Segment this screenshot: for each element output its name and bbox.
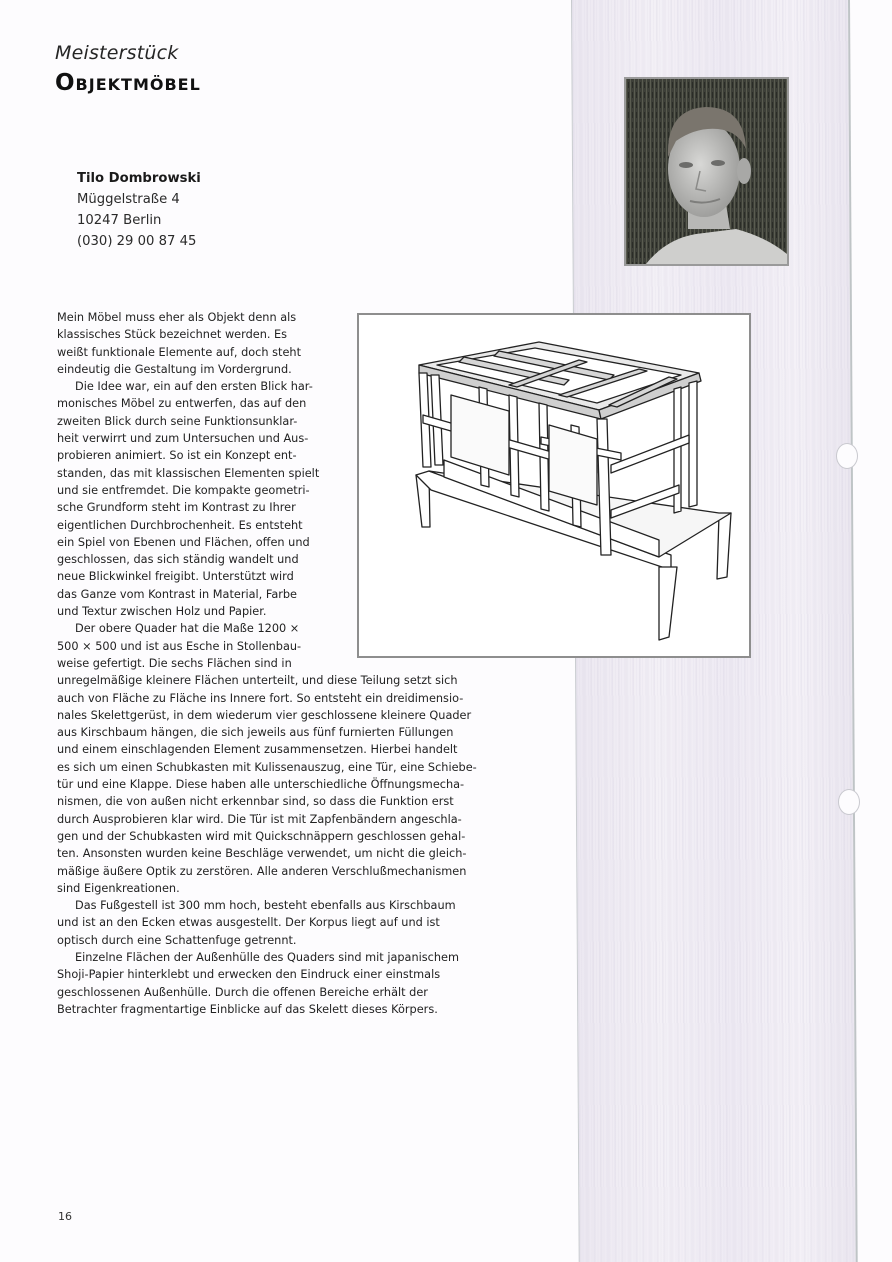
body-line: sind Eigenkreationen.: [57, 881, 180, 895]
body-line: eindeutig die Gestaltung im Vordergrund.: [57, 362, 292, 376]
body-line: 500 × 500 und ist aus Esche in Stollenbau-: [57, 639, 302, 653]
page-title: Objektmöbel: [55, 70, 201, 96]
body-line: ein Spiel von Ebenen und Flächen, offen und: [57, 535, 310, 549]
body-line: mäßige äußere Optik zu zerstören. Alle anderen Verschlußmechanismen: [57, 864, 467, 878]
body-line: weise gefertigt. Die sechs Flächen sind in: [57, 656, 292, 670]
contact-name: Tilo Dombrowski: [77, 171, 201, 186]
portrait-icon: [626, 79, 787, 264]
body-line: gen und der Schubkasten wird mit Quickschnäppern geschlossen gehal-: [57, 829, 466, 843]
punch-hole-top: [836, 443, 858, 469]
body-line: Shoji-Papier hinterklebt und erwecken den Eindruck einer einstmals: [57, 968, 441, 982]
body-line: Einzelne Flächen der Außenhülle des Quaders sind mit japanischem: [75, 950, 459, 964]
body-line: heit verwirrt und zum Untersuchen und Aus-: [57, 432, 309, 446]
body-line: ten. Ansonsten wurden keine Beschläge verwendet, um nicht die gleich-: [57, 847, 467, 861]
body-line: Betrachter fragmentartige Einblicke auf das Skelett dieses Körpers.: [57, 1002, 438, 1016]
body-line: Der obere Quader hat die Maße 1200 ×: [75, 622, 300, 636]
body-line: nismen, die von außen nicht erkennbar sind, so dass die Funktion erst: [57, 795, 454, 809]
body-line: standen, das mit klassischen Elementen spielt: [57, 466, 320, 480]
body-line: auch von Fläche zu Fläche ins Innere fort. So entsteht ein dreidimensio-: [57, 691, 464, 705]
body-line: eigentlichen Durchbrochenheit. Es entsteht: [57, 518, 303, 532]
body-line: neue Blickwinkel freigibt. Unterstützt wird: [57, 570, 294, 584]
body-line: aus Kirschbaum hängen, die sich jeweils aus fünf furnierten Füllungen: [57, 726, 454, 740]
body-line: Das Fußgestell ist 300 mm hoch, besteht ebenfalls aus Kirschbaum: [75, 899, 456, 913]
body-line: und sie entfremdet. Die kompakte geometri-: [57, 483, 310, 497]
body-line: durch Ausprobieren klar wird. Die Tür ist mit Zapfenbändern angeschla-: [57, 812, 462, 826]
body-line: nales Skelettgerüst, in dem wiederum vier geschlossene kleinere Quader: [57, 708, 472, 722]
body-line: geschlossen, das sich ständig wandelt und: [57, 553, 299, 567]
article-body: [57, 309, 477, 1018]
contact-street: Müggelstraße 4: [77, 192, 180, 207]
punch-hole-bottom: [838, 789, 860, 815]
page-subtitle: Meisterstück: [55, 42, 179, 64]
body-line: Die Idee war, ein auf den ersten Blick har-: [75, 380, 313, 394]
contact-city: 10247 Berlin: [77, 213, 162, 228]
contact-block: [77, 168, 201, 252]
body-line: das Ganze vom Kontrast in Material, Farbe: [57, 587, 298, 601]
body-line: weißt funktionale Elemente auf, doch steht: [57, 345, 301, 359]
contact-phone: (030) 29 00 87 45: [77, 234, 197, 249]
body-line: geschlossenen Außenhülle. Durch die offenen Bereiche erhält der: [57, 985, 428, 999]
body-line: und einem einschlagenden Element zusammensetzen. Hierbei handelt: [57, 743, 458, 757]
portrait-photo: [624, 77, 789, 266]
body-line: monisches Möbel zu entwerfen, das auf den: [57, 397, 307, 411]
body-line: Mein Möbel muss eher als Objekt denn als: [57, 311, 297, 324]
body-line: unregelmäßige kleinere Flächen unterteilt, und diese Teilung setzt sich: [57, 674, 458, 688]
body-line: tür und eine Klappe. Diese haben alle unterschiedliche Öffnungsmecha-: [57, 778, 465, 792]
body-line: es sich um einen Schubkasten mit Kulissenauszug, eine Tür, eine Schiebe-: [57, 760, 477, 774]
body-line: und Textur zwischen Holz und Papier.: [57, 605, 267, 619]
body-line: sche Grundform steht im Kontrast zu Ihrer: [57, 501, 296, 515]
body-line: zweiten Blick durch seine Funktionsunklar-: [57, 414, 298, 428]
body-line: und ist an den Ecken etwas ausgestellt. Der Korpus liegt auf und ist: [57, 916, 440, 930]
page-number: 16: [58, 1210, 72, 1223]
body-line: probieren animiert. So ist ein Konzept ent-: [57, 449, 297, 463]
body-line: klassisches Stück bezeichnet werden. Es: [57, 328, 288, 342]
body-line: optisch durch eine Schattenfuge getrennt.: [57, 933, 297, 947]
